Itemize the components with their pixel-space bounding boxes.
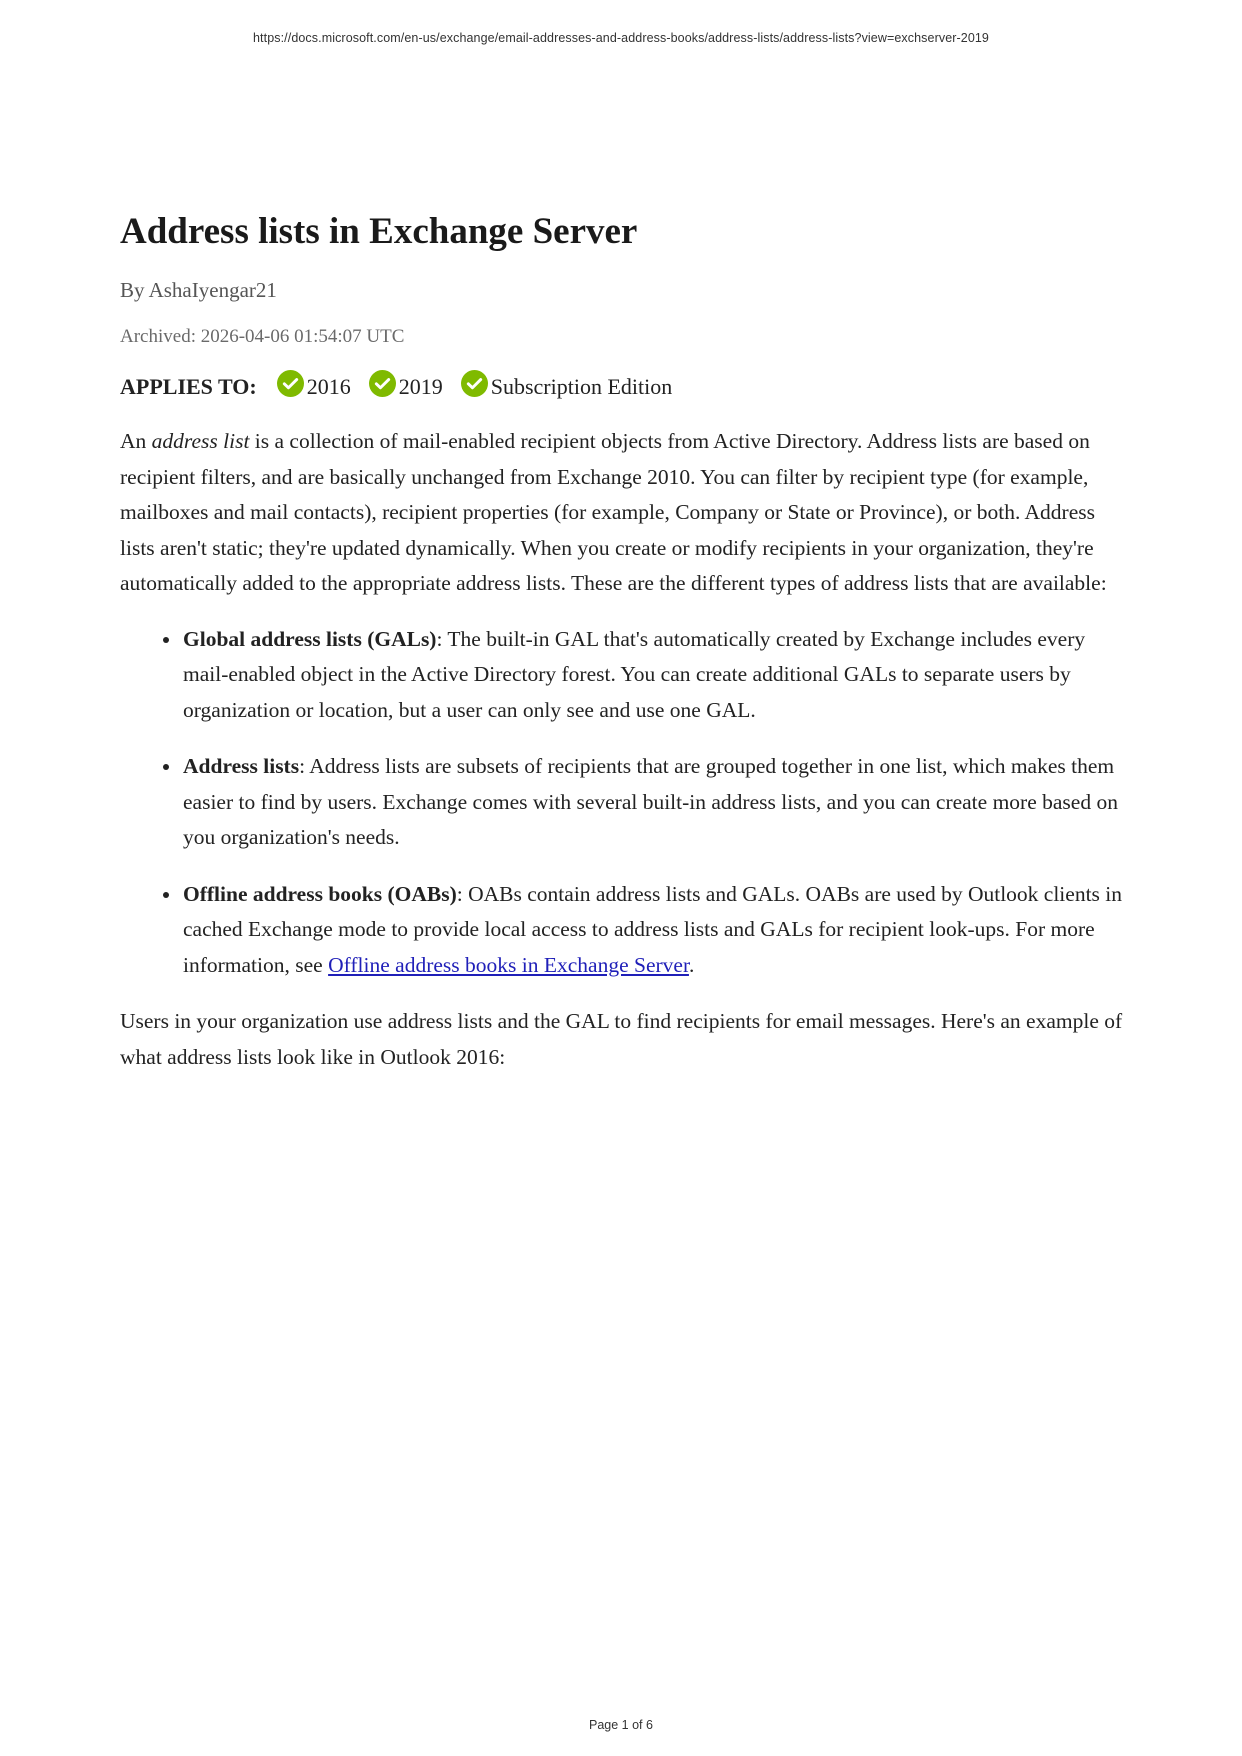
list-item-text: : OABs contain address lists and GALs. OABs are used by Outlook clients in cached Exchange mode to provide local access to address lists and GALs for recipient look-ups. For more information, see (183, 881, 1123, 977)
check-circle-icon (277, 370, 304, 397)
oab-link[interactable]: Offline address books in Exchange Server (328, 952, 689, 977)
check-circle-icon (461, 370, 488, 397)
article (120, 210, 1130, 1075)
applies-to-bar (120, 372, 1130, 402)
check-circle-icon (369, 370, 396, 397)
intro-lead: An (120, 429, 152, 453)
page-title: Address lists in Exchange Server (120, 211, 638, 252)
list-item-text: : Address lists are subsets of recipients that are grouped together in one list, which makes them easier to find by users. Exchange comes with several built-in address lists, and you can create more based on you organization's needs. (183, 754, 1118, 849)
applies-to-label: APPLIES TO: (120, 374, 257, 399)
list-item-term: Global address lists (GALs) (183, 626, 437, 651)
page-url-header: https://docs.microsoft.com/en-us/exchange/email-addresses-and-address-books/address-lists/address-lists?view=exchserver-2019 (253, 31, 989, 45)
applies-to-item-2019 (369, 372, 443, 402)
list-item-text-end: . (688, 952, 695, 977)
list-item (183, 877, 1130, 984)
applies-to-version: Subscription Edition (490, 374, 673, 399)
list-item (183, 749, 1130, 856)
applies-to-item-2016 (277, 372, 351, 402)
intro-rest: is a collection of mail-enabled recipient objects from Active Directory. Address lists are based on recipient filters, and are basically unchanged from Exchange 2010. You can filter by recipient type (for example, mailboxes and mail contacts), recipient properties (for example, Company or State or Province), or both. Address lists aren't static; they're updated dynamically. When you create or modify recipients in your organization, they're automatically added to the appropriate address lists. These are the different types of address lists that are available: (120, 429, 1107, 595)
author-byline: By AshaIyengar21 (120, 278, 277, 302)
list-item-term: Address lists (183, 754, 300, 778)
applies-to-item-subscription (461, 372, 673, 402)
address-list-types (120, 622, 1130, 984)
page-number: Page 1 of 6 (589, 1718, 653, 1732)
applies-to-version: 2019 (398, 374, 443, 399)
archived-timestamp: Archived: 2026-04-06 01:54:07 UTC (120, 326, 405, 347)
intro-emphasis: address list (151, 429, 250, 453)
list-item-term: Offline address books (OABs) (183, 881, 457, 906)
applies-to-version: 2016 (306, 374, 351, 399)
list-item (183, 622, 1130, 729)
intro-paragraph (120, 424, 1130, 602)
closing-paragraph: Users in your organization use address lists and the GAL to find recipients for email messages. Here's an example of what address lists look like in Outlook 2016: (120, 1009, 1123, 1069)
list-item-text: : The built-in GAL that's automatically created by Exchange includes every mail-enabled object in the Active Directory forest. You can create additional GALs to separate users by organization or location, but a user can only see and use one GAL. (183, 626, 1086, 722)
